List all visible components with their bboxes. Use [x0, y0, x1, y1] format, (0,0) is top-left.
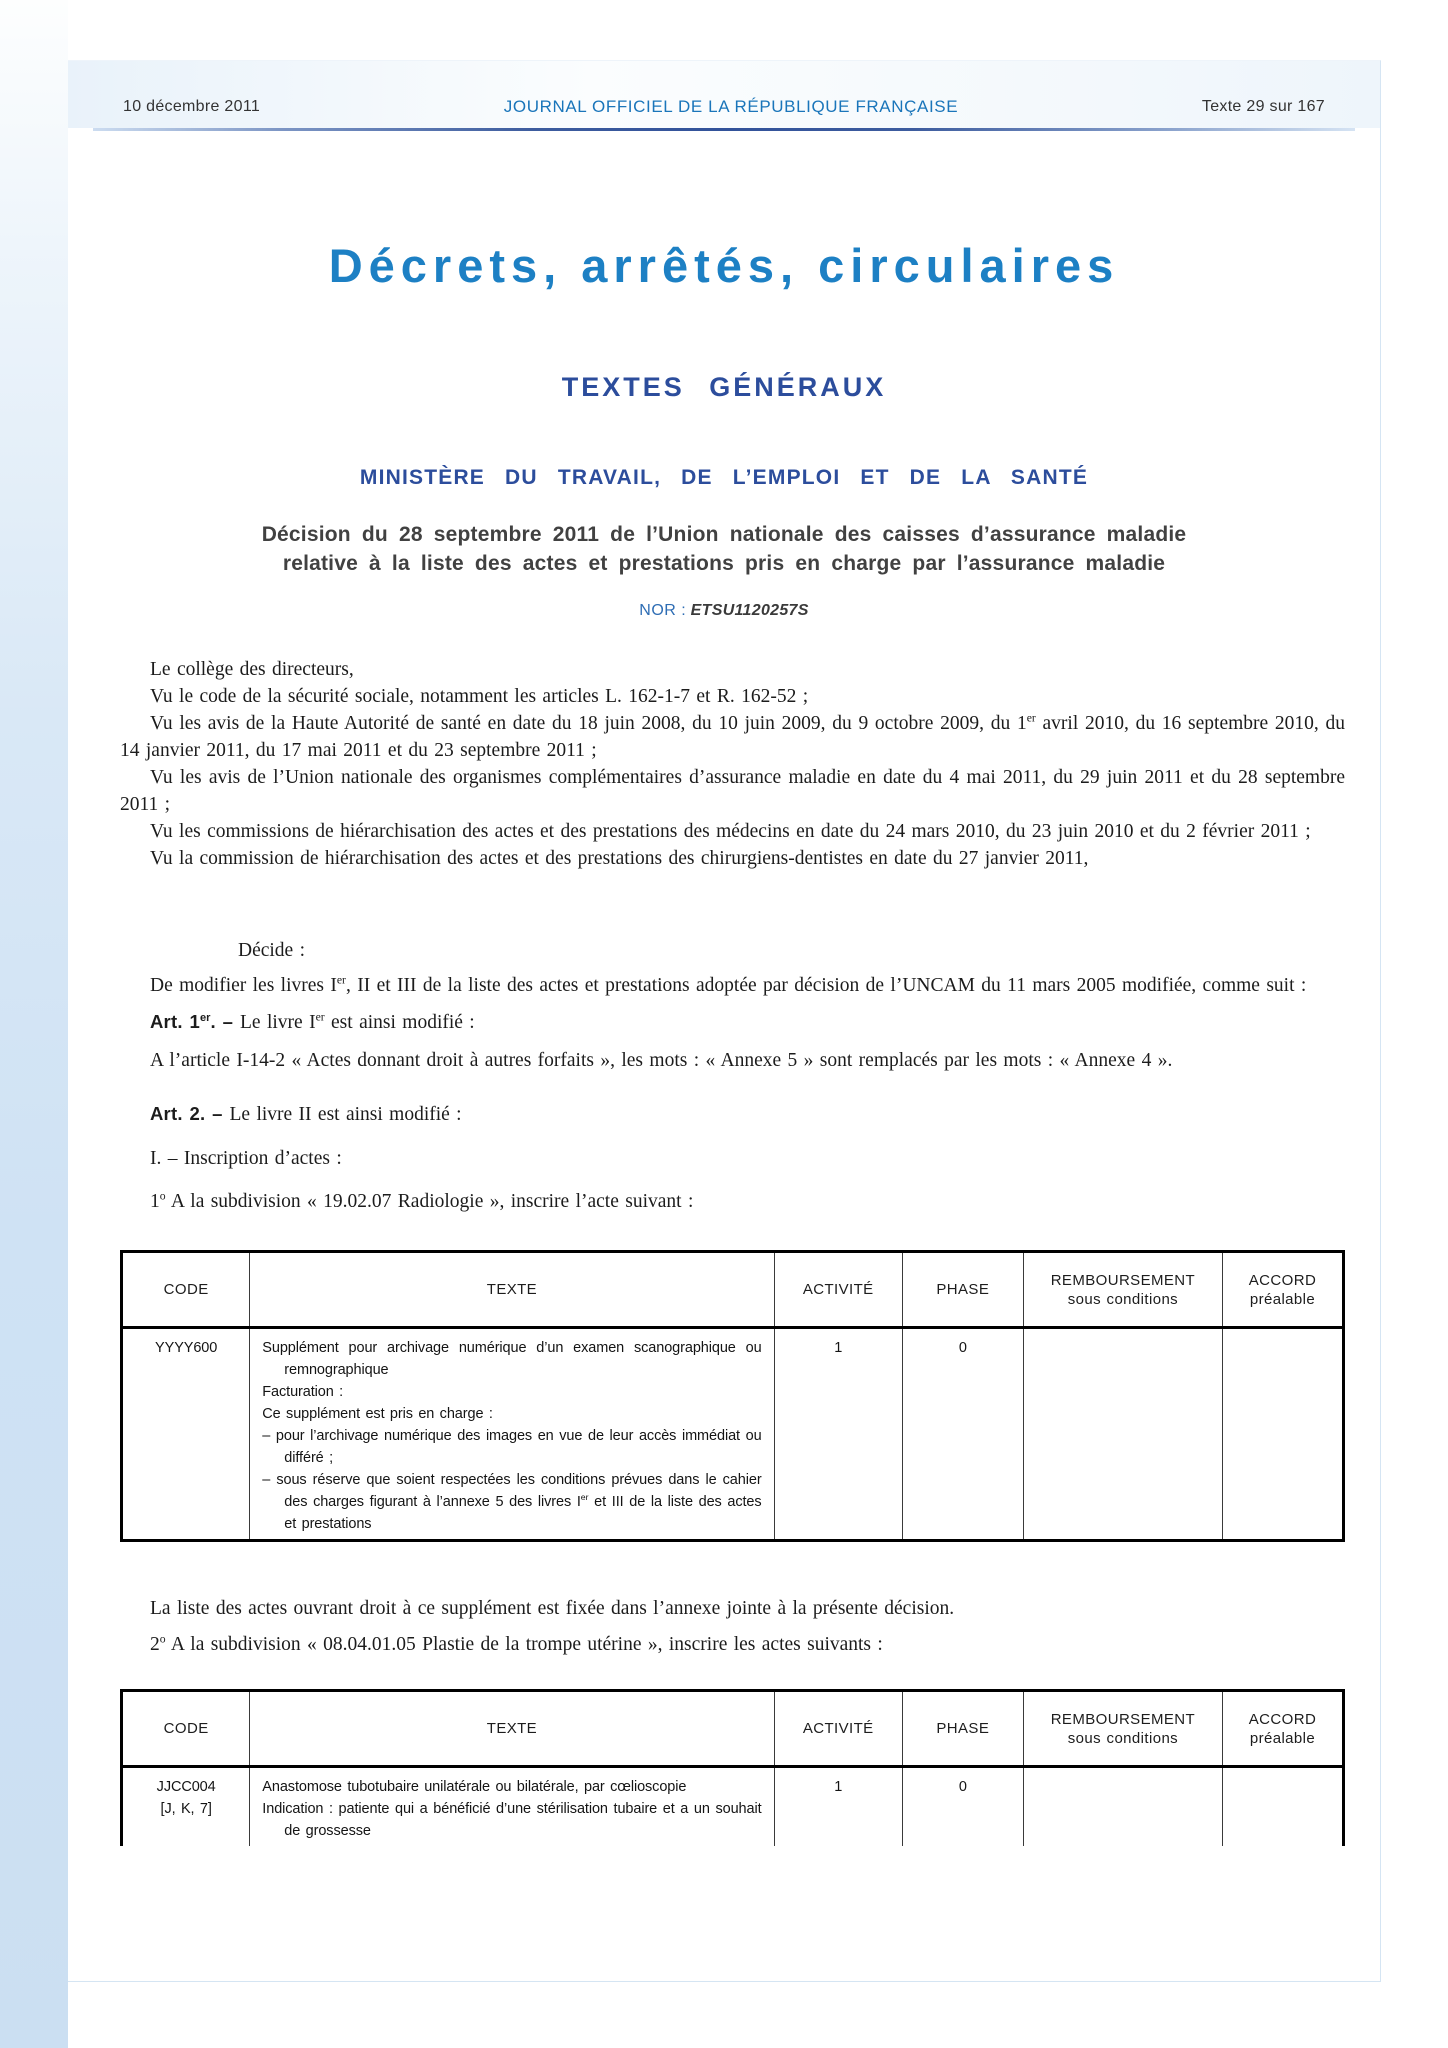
cell-phase: 0 — [902, 1767, 1023, 1847]
cell-phase: 0 — [902, 1328, 1023, 1541]
cell-activite: 1 — [774, 1767, 902, 1847]
nor-value: ETSU1120257S — [690, 602, 809, 619]
cell-accord — [1222, 1767, 1343, 1847]
acts-table-1-header-row — [122, 1252, 1344, 1328]
article-2-line: Art. 2. – Le livre II est ainsi modifié : — [150, 1103, 462, 1125]
header-date: 10 décembre 2011 — [123, 98, 261, 115]
ministry-title: MINISTÈRE DU TRAVAIL, DE L’EMPLOI ET DE LA SANTÉ — [359, 466, 1089, 489]
column-header-texte: TEXTE — [250, 1252, 774, 1328]
nor-line — [68, 602, 1380, 620]
subdivision-1-line: 1$^o$ A la subdivision « 19.02.07 Radiologie », inscrire l’acte suivant : — [150, 1189, 694, 1212]
column-header-texte: TEXTE — [250, 1691, 774, 1767]
column-header-phase: PHASE — [902, 1252, 1023, 1328]
acts-table-2-header-row — [122, 1691, 1344, 1767]
paragraph-vu-dentistes: Vu la commission de hiérarchisation des actes et des prestations des chirurgiens-dentistes en date du 27 janvier 2011, — [150, 848, 1089, 869]
masthead-title: Décrets, arrêtés, circulaires — [328, 239, 1120, 292]
section-title: TEXTES GÉNÉRAUX — [561, 372, 887, 402]
article-1-paragraph: A l’article I-14-2 « Actes donnant droit à autres forfaits », les mots : « Annexe 5 » sont remplacés par les mots : « Annexe 4 ». — [150, 1050, 1173, 1071]
cell-activite: 1 — [774, 1328, 902, 1541]
paragraph-vu-unocam: Vu les avis de l’Union nationale des organismes complémentaires d’assurance maladie en date du 4 mai 2011, du 29 juin 2011 et du 28 septembre 2011 ; — [120, 767, 1345, 815]
decision-title — [68, 520, 1380, 578]
nor-label: NOR : — [639, 602, 687, 619]
column-header-activite: ACTIVITÉ — [774, 1252, 902, 1328]
cell-accord — [1222, 1328, 1343, 1541]
paragraph-vu-commissions: Vu les commissions de hiérarchisation des actes et des prestations des médecins en date du 24 mars 2010, du 23 juin 2010 et du 2 février 2011 ; — [150, 821, 1311, 842]
cell-remboursement — [1023, 1328, 1222, 1541]
column-header-code: CODE — [122, 1252, 250, 1328]
acts-table-2-row-jjcc004 — [122, 1767, 1344, 1847]
cell-remboursement — [1023, 1767, 1222, 1847]
page-margin-strip — [0, 0, 68, 2048]
header-rule — [93, 128, 1355, 131]
cell-texte: Anastomose tubotubaire unilatérale ou bilatérale, par cœlioscopie Indication : patiente qui a bénéficié d’une stérilisation tubaire et a un souhait de grossesse — [250, 1767, 774, 1847]
decide-line: Décide : — [238, 940, 306, 961]
paragraph-college: Le collège des directeurs, — [150, 659, 354, 680]
column-header-accord: ACCORD préalable — [1222, 1691, 1343, 1767]
column-header-activite: ACTIVITÉ — [774, 1691, 902, 1767]
document-page — [68, 60, 1381, 1982]
cell-code: YYYY600 — [155, 1340, 218, 1356]
column-header-code: CODE — [122, 1691, 250, 1767]
acts-table-1-row-yyyy600 — [122, 1328, 1344, 1541]
column-header-remboursement: REMBOURSEMENT sous conditions — [1023, 1252, 1222, 1328]
column-header-accord: ACCORD préalable — [1222, 1252, 1343, 1328]
paragraph-vu-has: Vu les avis de la Haute Autorité de santé en date du 18 juin 2008, du 10 juin 2009, du 9 octobre 2009, du 1er avril 2010, du 16 septembre 2010, du 14 janvier 2011, du 17 mai 2011 et du 23 septembre 2011 ; — [120, 711, 1345, 761]
acts-table-1 — [120, 1250, 1345, 1542]
cell-texte: Supplément pour archivage numérique d’un examen scanographique ou remnographique Facturation : Ce supplément est pris en charge : – pour l’archivage numérique des images en vue de leur accès immédiat ou différé ; – sous réserve que soient respectées les conditions prévues dans le cahier des charges figurant à l’annexe 5 des livres Ier et III de la liste des actes et prestations — [250, 1328, 774, 1541]
decision-title-line2: relative à la liste des actes et prestations pris en charge par l’assurance maladie — [282, 552, 1166, 575]
inscription-line: I. – Inscription d’actes : — [150, 1148, 342, 1169]
article-1-line: Art. 1er. – Le livre Ier est ainsi modifié : — [150, 1010, 475, 1033]
header-page-ref: Texte 29 sur 167 — [1201, 98, 1325, 115]
paragraph-vu-code: Vu le code de la sécurité sociale, notamment les articles L. 162-1-7 et R. 162-52 ; — [150, 686, 809, 707]
paragraph-modify: De modifier les livres Ier, II et III de la liste des actes et prestations adoptée par décision de l’UNCAM du 11 mars 2005 modifiée, comme suit : — [150, 973, 1307, 996]
column-header-remboursement: REMBOURSEMENT sous conditions — [1023, 1691, 1222, 1767]
cell-code: JJCC004 [J, K, 7] — [156, 1779, 216, 1817]
page-header-band — [68, 61, 1380, 128]
acts-table-2 — [120, 1689, 1345, 1846]
document-body — [120, 656, 1345, 1846]
after-table-note: La liste des actes ouvrant droit à ce supplément est fixée dans l’annexe jointe à la présente décision. — [150, 1598, 955, 1619]
journal-title: JOURNAL OFFICIEL DE LA RÉPUBLIQUE FRANÇAISE — [503, 97, 959, 116]
decision-title-line1: Décision du 28 septembre 2011 de l’Union nationale des caisses d’assurance maladie — [261, 523, 1187, 546]
page-header-row — [68, 61, 1380, 117]
subdivision-2-line: 2$^o$ A la subdivision « 08.04.01.05 Plastie de la trompe utérine », inscrire les actes suivants : — [150, 1632, 883, 1655]
column-header-phase: PHASE — [902, 1691, 1023, 1767]
